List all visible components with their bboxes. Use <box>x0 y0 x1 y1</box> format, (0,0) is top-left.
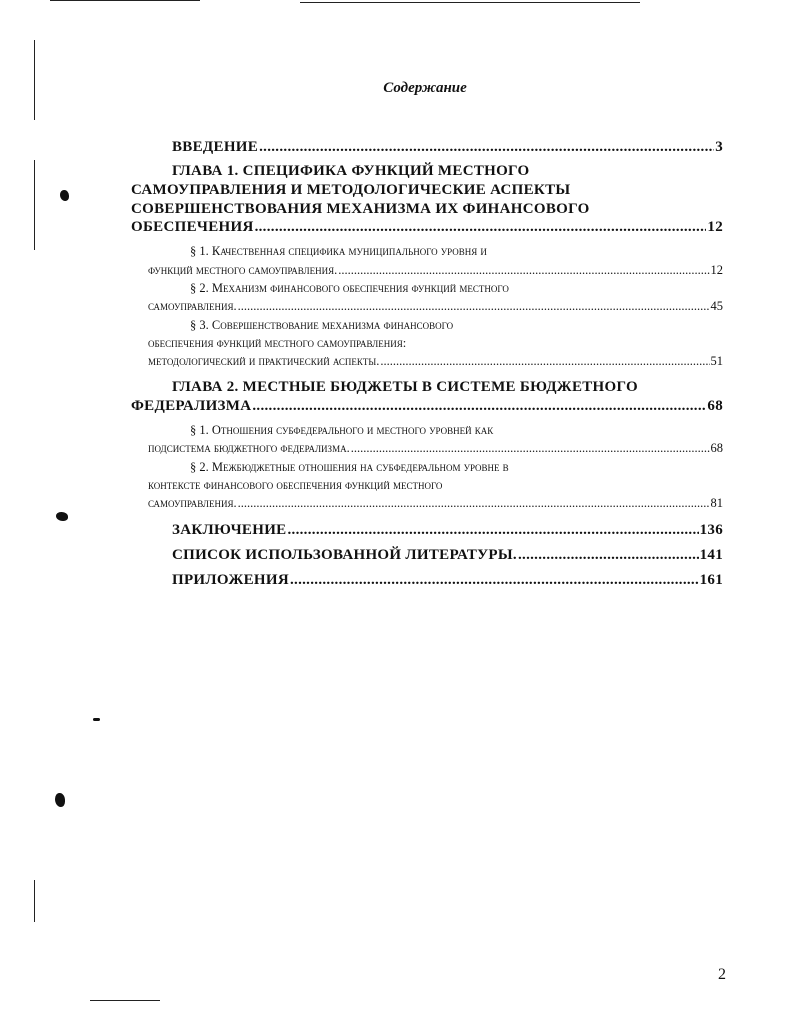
toc-page-number: 45 <box>710 299 723 313</box>
toc-page-number: 3 <box>715 139 723 155</box>
toc-entry-text: ВВЕДЕНИЕ <box>172 139 259 155</box>
toc-section-1-3-line: обеспечения функций местного самоуправления: <box>148 336 407 350</box>
toc-page-number: 12 <box>707 219 723 235</box>
toc-page-number: 51 <box>710 354 723 368</box>
toc-section-2-2-line: контексте финансового обеспечения функций местного <box>148 478 443 492</box>
toc-page-number: 68 <box>710 441 723 455</box>
toc-chapter-2-line: ГЛАВА 2. МЕСТНЫЕ БЮДЖЕТЫ В СИСТЕМЕ БЮДЖЕТНОГО <box>172 379 638 395</box>
toc-entry-section-2-1 <box>148 441 723 456</box>
scan-top-line <box>50 0 200 1</box>
toc-entry-text: ПРИЛОЖЕНИЯ <box>172 572 289 588</box>
toc-leader-dots <box>238 299 710 314</box>
scan-left-line-2 <box>34 160 35 250</box>
toc-leader-dots <box>290 572 699 589</box>
toc-page-number: 68 <box>707 398 723 414</box>
toc-leader-dots <box>380 354 709 369</box>
toc-page-number: 161 <box>699 572 723 588</box>
toc-entry-text: самоуправления. <box>148 299 237 313</box>
toc-entry-bibliography <box>172 547 723 564</box>
toc-section-1-1-line: § 1. Качественная специфика муниципального уровня и <box>190 244 487 258</box>
toc-leader-dots <box>252 398 706 415</box>
toc-leader-dots <box>259 139 714 156</box>
toc-entry-section-2-2 <box>148 496 723 511</box>
scan-blot <box>56 512 68 521</box>
toc-entry-text: СПИСОК ИСПОЛЬЗОВАННОЙ ЛИТЕРАТУРЫ. <box>172 547 517 563</box>
toc-chapter-1-line: СОВЕРШЕНСТВОВАНИЯ МЕХАНИЗМА ИХ ФИНАНСОВОГО <box>131 201 590 217</box>
toc-page-number: 141 <box>699 547 723 563</box>
toc-section-2-2-line: § 2. Межбюджетные отношения на субфедеральном уровне в <box>190 460 509 474</box>
toc-leader-dots <box>287 522 698 539</box>
toc-section-2-1-line: § 1. Отношения субфедерального и местного уровней как <box>190 423 494 437</box>
toc-leader-dots <box>351 441 710 456</box>
toc-entry-text: ЗАКЛЮЧЕНИЕ <box>172 522 287 538</box>
scan-blot <box>60 190 69 201</box>
toc-section-1-2-line: § 2. Механизм финансового обеспечения функций местного <box>190 281 509 295</box>
toc-entry-appendices <box>172 572 723 589</box>
toc-entry-text: ОБЕСПЕЧЕНИЯ <box>131 219 254 235</box>
toc-leader-dots <box>238 496 710 511</box>
toc-page-number: 12 <box>710 263 723 277</box>
scan-left-line-3 <box>34 880 35 922</box>
scan-blot <box>93 718 100 721</box>
toc-chapter-1-line: САМОУПРАВЛЕНИЯ И МЕТОДОЛОГИЧЕСКИЕ АСПЕКТЫ <box>131 182 571 198</box>
toc-leader-dots <box>338 263 709 278</box>
toc-entry-chapter-2 <box>131 398 723 415</box>
toc-title: Содержание <box>383 80 467 96</box>
scan-blot <box>55 793 65 807</box>
toc-entry-text: ФЕДЕРАЛИЗМА <box>131 398 252 414</box>
toc-entry-text: подсистема бюджетного федерализма. <box>148 441 350 455</box>
toc-entry-section-1-2 <box>148 299 723 314</box>
toc-entry-section-1-3 <box>148 354 723 369</box>
toc-page-number: 136 <box>699 522 723 538</box>
page-number: 2 <box>718 966 726 983</box>
toc-entry-text: функций местного самоуправления. <box>148 263 338 277</box>
toc-leader-dots <box>518 547 699 564</box>
toc-chapter-1-line: ГЛАВА 1. СПЕЦИФИКА ФУНКЦИЙ МЕСТНОГО <box>172 163 530 179</box>
toc-entry-text: самоуправления. <box>148 496 237 510</box>
scan-top-line-right <box>300 2 640 3</box>
toc-entry-conclusion <box>172 522 723 539</box>
toc-entry-text: методологический и практический аспекты. <box>148 354 380 368</box>
toc-entry-section-1-1 <box>148 263 723 278</box>
scan-bottom-line <box>90 1000 160 1001</box>
toc-leader-dots <box>255 219 707 236</box>
toc-entry-chapter-1 <box>131 219 723 236</box>
toc-section-1-3-line: § 3. Совершенствование механизма финансового <box>190 318 454 332</box>
toc-entry-introduction <box>172 139 723 156</box>
toc-page-number: 81 <box>710 496 723 510</box>
